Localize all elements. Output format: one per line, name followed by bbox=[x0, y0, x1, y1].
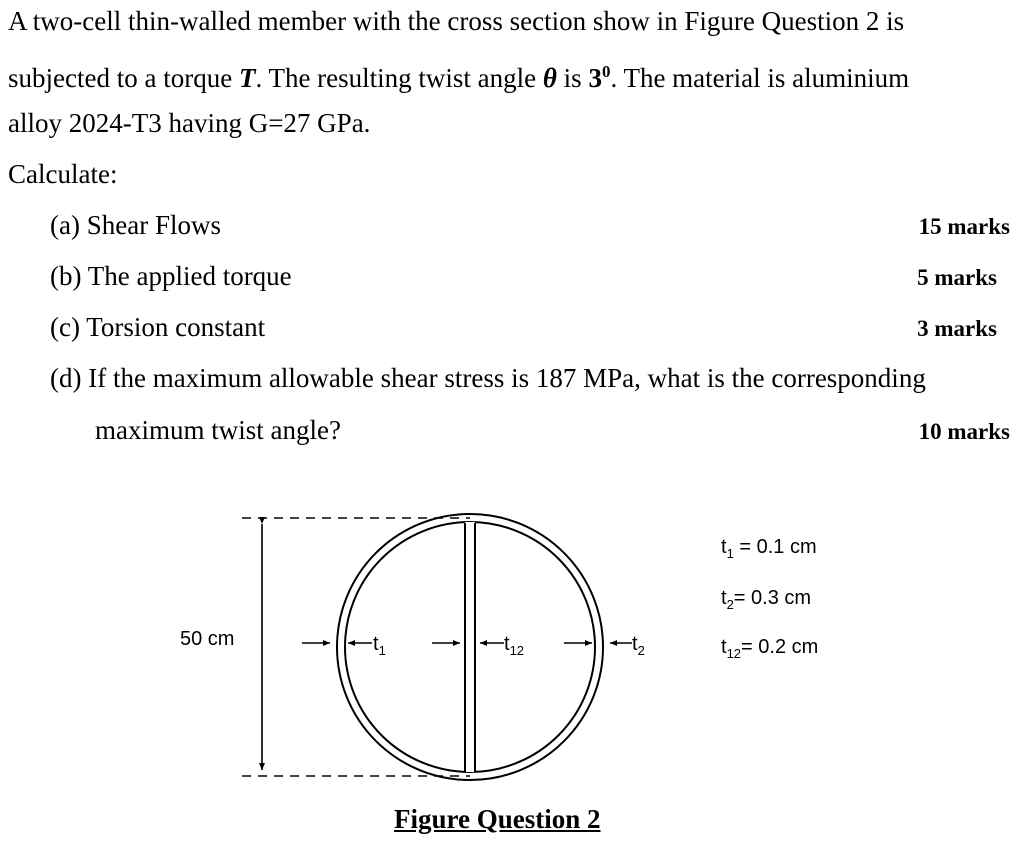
cross-section-figure bbox=[170, 500, 870, 800]
part-c-marks: 3 marks bbox=[917, 316, 997, 341]
part-b-marks: 5 marks bbox=[917, 265, 997, 290]
t12-value: $t_{12}= 0.2$ cm bbox=[721, 636, 819, 661]
torque-symbol: T bbox=[238, 63, 256, 93]
t2-value: $t_2= 0.3$ cm bbox=[721, 587, 812, 612]
theta-symbol: θ bbox=[542, 63, 557, 93]
t1-label: $t_1$ bbox=[373, 633, 386, 658]
part-d: (d) If the maximum allowable shear stress is 187 MPa, what is the corresponding bbox=[50, 363, 926, 393]
t1-value: $t_1 = 0.1$ cm bbox=[721, 536, 817, 561]
part-a: (a) Shear Flows bbox=[50, 210, 221, 240]
problem-line-3: alloy 2024-T3 having G=27 GPa. bbox=[8, 108, 371, 138]
line2-mid: . The resulting twist angle bbox=[255, 63, 543, 93]
part-d-continued: maximum twist angle? bbox=[95, 415, 341, 445]
angle-value: 3 bbox=[588, 63, 602, 93]
part-b: (b) The applied torque bbox=[50, 261, 292, 291]
problem-line-1: A two-cell thin-walled member with the cross section show in Figure Question 2 is bbox=[8, 6, 905, 36]
figure-caption: Figure Question 2 bbox=[394, 804, 601, 834]
part-d-marks: 10 marks bbox=[918, 419, 1010, 444]
t12-label: $t_{12}$ bbox=[504, 633, 525, 658]
calculate-heading: Calculate: bbox=[8, 159, 118, 189]
t2-label: $t_2$ bbox=[632, 633, 645, 658]
line2-pre: subjected to a torque bbox=[8, 63, 239, 93]
part-a-marks: 15 marks bbox=[918, 214, 1010, 239]
line2-is: is bbox=[556, 63, 589, 93]
angle-degree: 0 bbox=[601, 62, 611, 81]
problem-line-2 bbox=[8, 56, 909, 94]
diameter-label: 50 cm bbox=[180, 628, 235, 650]
web-fill bbox=[465, 522, 475, 772]
line2-post: . The material is aluminium bbox=[610, 63, 910, 93]
part-c: (c) Torsion constant bbox=[50, 312, 266, 342]
